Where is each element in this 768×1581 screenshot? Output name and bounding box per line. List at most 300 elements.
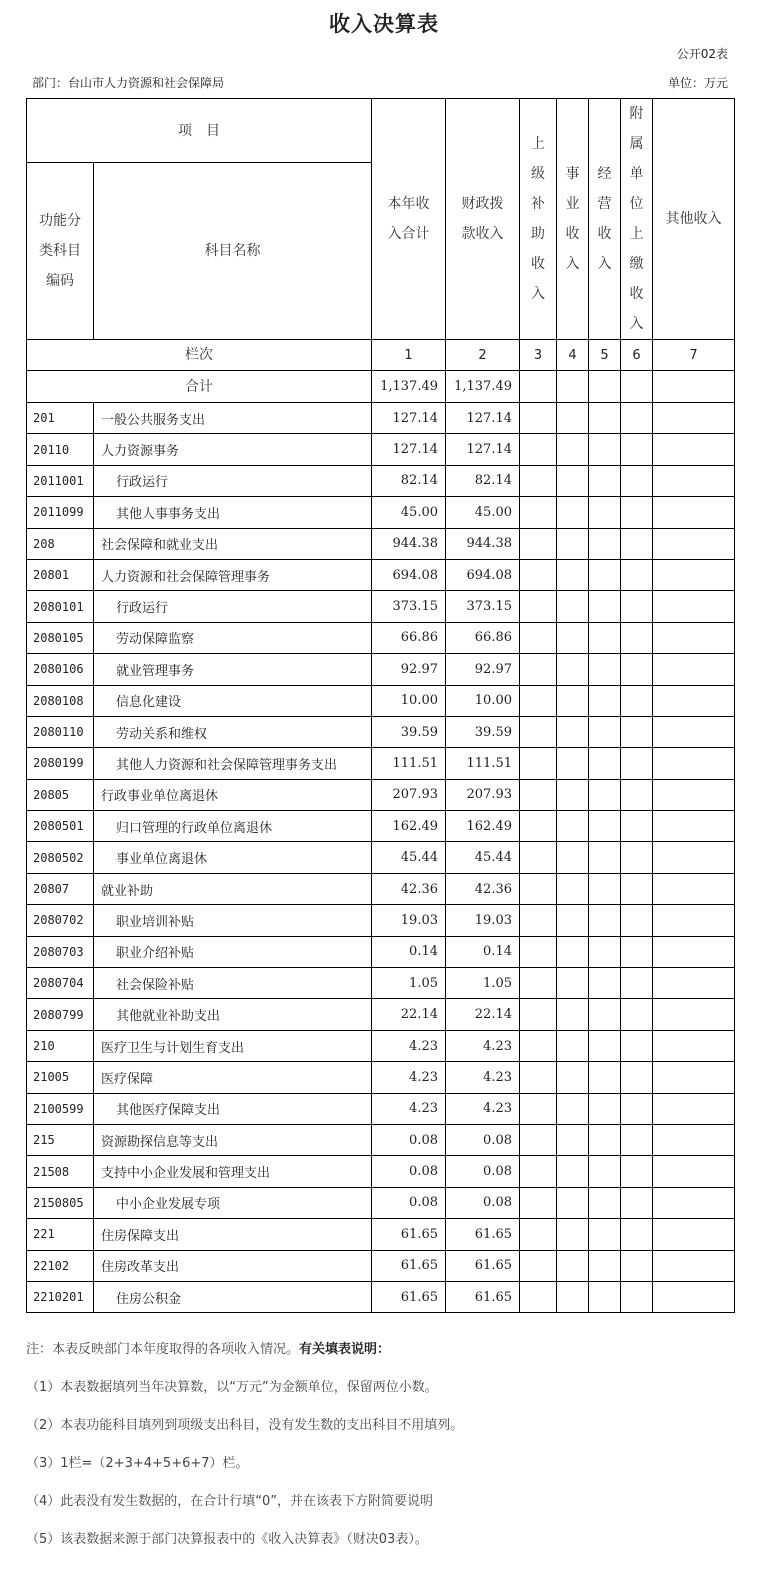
row-operation xyxy=(589,748,621,779)
row-affiliate xyxy=(621,1124,653,1155)
row-total: 0.08 xyxy=(372,1124,446,1155)
row-affiliate xyxy=(621,1030,653,1061)
row-business xyxy=(557,1250,589,1281)
row-total: 111.51 xyxy=(372,748,446,779)
table-row xyxy=(27,465,735,496)
row-code: 2011099 xyxy=(27,497,94,528)
row-business xyxy=(557,622,589,653)
row-total: 66.86 xyxy=(372,622,446,653)
row-total: 22.14 xyxy=(372,999,446,1030)
table-row xyxy=(27,1281,735,1312)
row-operation xyxy=(589,1093,621,1124)
unit-label: 单位：万元 xyxy=(667,76,728,90)
row-operation xyxy=(589,1187,621,1218)
row-business xyxy=(557,685,589,716)
row-operation xyxy=(589,434,621,465)
row-operation xyxy=(589,654,621,685)
header-name: 科目名称 xyxy=(94,163,372,340)
row-superior xyxy=(520,716,557,747)
row-fiscal: 4.23 xyxy=(446,1030,520,1061)
col-no-6: 6 xyxy=(621,340,653,371)
row-superior xyxy=(520,654,557,685)
row-superior xyxy=(520,1030,557,1061)
row-fiscal: 61.65 xyxy=(446,1281,520,1312)
row-total: 92.97 xyxy=(372,654,446,685)
row-fiscal: 19.03 xyxy=(446,905,520,936)
row-total: 45.00 xyxy=(372,497,446,528)
row-business xyxy=(557,1093,589,1124)
row-superior xyxy=(520,842,557,873)
table-row xyxy=(27,434,735,465)
row-business xyxy=(557,811,589,842)
row-total: 82.14 xyxy=(372,465,446,496)
col-no-3: 3 xyxy=(520,340,557,371)
row-business xyxy=(557,434,589,465)
row-total: 39.59 xyxy=(372,716,446,747)
row-affiliate xyxy=(621,748,653,779)
row-affiliate xyxy=(621,811,653,842)
col-no-5: 5 xyxy=(589,340,621,371)
col-no-4: 4 xyxy=(557,340,589,371)
row-business xyxy=(557,1187,589,1218)
page-title: 收入决算表 xyxy=(329,12,439,36)
row-name: 就业管理事务 xyxy=(94,654,372,685)
row-total: 45.44 xyxy=(372,842,446,873)
row-name: 支持中小企业发展和管理支出 xyxy=(94,1156,372,1187)
row-other xyxy=(653,1250,735,1281)
table-row xyxy=(27,748,735,779)
row-business xyxy=(557,999,589,1030)
row-affiliate xyxy=(621,842,653,873)
sum-label: 合计 xyxy=(27,371,372,403)
row-affiliate xyxy=(621,968,653,999)
col-no-2: 2 xyxy=(446,340,520,371)
table-row xyxy=(27,811,735,842)
row-name: 职业介绍补贴 xyxy=(94,936,372,967)
row-other xyxy=(653,497,735,528)
row-total: 0.08 xyxy=(372,1156,446,1187)
row-superior xyxy=(520,811,557,842)
row-superior xyxy=(520,528,557,559)
row-fiscal: 944.38 xyxy=(446,528,520,559)
row-affiliate xyxy=(621,434,653,465)
row-fiscal: 1.05 xyxy=(446,968,520,999)
row-total: 207.93 xyxy=(372,779,446,810)
row-code: 2080110 xyxy=(27,716,94,747)
row-fiscal: 4.23 xyxy=(446,1093,520,1124)
row-affiliate xyxy=(621,1156,653,1187)
row-superior xyxy=(520,1281,557,1312)
table-row xyxy=(27,1219,735,1250)
col-no-7: 7 xyxy=(653,340,735,371)
row-name: 医疗卫生与计划生育支出 xyxy=(94,1030,372,1061)
row-other xyxy=(653,1093,735,1124)
row-name: 其他人事事务支出 xyxy=(94,497,372,528)
row-code: 2210201 xyxy=(27,1281,94,1312)
row-business xyxy=(557,1062,589,1093)
header-code: 功能分 类科目 编码 xyxy=(27,163,94,340)
row-other xyxy=(653,654,735,685)
row-total: 4.23 xyxy=(372,1062,446,1093)
row-operation xyxy=(589,968,621,999)
row-fiscal: 127.14 xyxy=(446,434,520,465)
table-row xyxy=(27,1062,735,1093)
row-name: 就业补助 xyxy=(94,873,372,904)
row-affiliate xyxy=(621,1281,653,1312)
row-code: 2080702 xyxy=(27,905,94,936)
header-item: 项 目 xyxy=(27,99,372,163)
row-business xyxy=(557,968,589,999)
notes-section xyxy=(26,1338,746,1566)
table-row xyxy=(27,842,735,873)
row-superior xyxy=(520,968,557,999)
row-code: 2011001 xyxy=(27,465,94,496)
row-business xyxy=(557,559,589,590)
row-name: 劳动关系和维权 xyxy=(94,716,372,747)
row-affiliate xyxy=(621,403,653,434)
row-affiliate xyxy=(621,936,653,967)
column-number-label: 栏次 xyxy=(27,340,372,371)
row-name: 住房公积金 xyxy=(94,1281,372,1312)
note-5: （5）该表数据来源于部门决算报表中的《收入决算表》（财决03表）。 xyxy=(26,1532,428,1547)
row-affiliate xyxy=(621,1093,653,1124)
row-other xyxy=(653,779,735,810)
row-name: 行政运行 xyxy=(94,465,372,496)
row-other xyxy=(653,685,735,716)
row-name: 其他就业补助支出 xyxy=(94,999,372,1030)
row-name: 社会保障和就业支出 xyxy=(94,528,372,559)
row-affiliate xyxy=(621,622,653,653)
row-affiliate xyxy=(621,1250,653,1281)
row-fiscal: 162.49 xyxy=(446,811,520,842)
row-code: 2080199 xyxy=(27,748,94,779)
row-total: 162.49 xyxy=(372,811,446,842)
sum-fiscal: 1,137.49 xyxy=(446,371,520,403)
row-operation xyxy=(589,497,621,528)
row-superior xyxy=(520,1187,557,1218)
row-total: 61.65 xyxy=(372,1250,446,1281)
table-row xyxy=(27,591,735,622)
row-business xyxy=(557,1030,589,1061)
row-affiliate xyxy=(621,779,653,810)
row-total: 944.38 xyxy=(372,528,446,559)
row-other xyxy=(653,1156,735,1187)
row-other xyxy=(653,465,735,496)
table-row xyxy=(27,1124,735,1155)
row-operation xyxy=(589,936,621,967)
row-total: 0.14 xyxy=(372,936,446,967)
row-code: 2080501 xyxy=(27,811,94,842)
table-row xyxy=(27,999,735,1030)
row-name: 中小企业发展专项 xyxy=(94,1187,372,1218)
row-superior xyxy=(520,1219,557,1250)
note-intro: 注：本表反映部门本年度取得的各项收入情况。有关填表说明： xyxy=(26,1342,391,1357)
row-operation xyxy=(589,999,621,1030)
row-superior xyxy=(520,1124,557,1155)
header-fiscal: 财政拨 款收入 xyxy=(446,99,520,340)
row-superior xyxy=(520,434,557,465)
row-superior xyxy=(520,559,557,590)
row-affiliate xyxy=(621,716,653,747)
row-fiscal: 45.00 xyxy=(446,497,520,528)
row-name: 职业培训补贴 xyxy=(94,905,372,936)
row-business xyxy=(557,1156,589,1187)
row-other xyxy=(653,434,735,465)
table-row xyxy=(27,1030,735,1061)
row-total: 373.15 xyxy=(372,591,446,622)
row-superior xyxy=(520,905,557,936)
row-code: 22102 xyxy=(27,1250,94,1281)
row-name: 社会保险补贴 xyxy=(94,968,372,999)
table-row xyxy=(27,1093,735,1124)
row-superior xyxy=(520,497,557,528)
row-code: 21508 xyxy=(27,1156,94,1187)
income-table xyxy=(26,98,735,1313)
row-business xyxy=(557,842,589,873)
row-code: 215 xyxy=(27,1124,94,1155)
row-name: 人力资源和社会保障管理事务 xyxy=(94,559,372,590)
row-other xyxy=(653,905,735,936)
row-total: 1.05 xyxy=(372,968,446,999)
row-name: 资源勘探信息等支出 xyxy=(94,1124,372,1155)
row-affiliate xyxy=(621,465,653,496)
row-affiliate xyxy=(621,559,653,590)
row-business xyxy=(557,905,589,936)
row-fiscal: 22.14 xyxy=(446,999,520,1030)
row-fiscal: 39.59 xyxy=(446,716,520,747)
table-row xyxy=(27,968,735,999)
row-code: 2080108 xyxy=(27,685,94,716)
row-business xyxy=(557,748,589,779)
row-name: 一般公共服务支出 xyxy=(94,403,372,434)
row-code: 208 xyxy=(27,528,94,559)
table-row xyxy=(27,873,735,904)
table-row xyxy=(27,1250,735,1281)
row-other xyxy=(653,716,735,747)
row-name: 人力资源事务 xyxy=(94,434,372,465)
row-superior xyxy=(520,1062,557,1093)
row-fiscal: 127.14 xyxy=(446,403,520,434)
row-fiscal: 0.14 xyxy=(446,936,520,967)
row-fiscal: 0.08 xyxy=(446,1187,520,1218)
row-business xyxy=(557,497,589,528)
note-4: （4）此表没有发生数据的，在合计行填“0”，并在该表下方附简要说明 xyxy=(26,1494,434,1509)
row-superior xyxy=(520,1093,557,1124)
row-business xyxy=(557,528,589,559)
row-other xyxy=(653,873,735,904)
row-name: 行政事业单位离退休 xyxy=(94,779,372,810)
row-code: 2080106 xyxy=(27,654,94,685)
row-other xyxy=(653,559,735,590)
table-row xyxy=(27,654,735,685)
row-superior xyxy=(520,748,557,779)
table-row xyxy=(27,779,735,810)
row-total: 10.00 xyxy=(372,685,446,716)
row-operation xyxy=(589,685,621,716)
table-row xyxy=(27,1187,735,1218)
note-3: （3）1栏=（2+3+4+5+6+7）栏。 xyxy=(26,1456,249,1471)
table-row xyxy=(27,559,735,590)
row-affiliate xyxy=(621,999,653,1030)
row-name: 其他人力资源和社会保障管理事务支出 xyxy=(94,748,372,779)
row-business xyxy=(557,465,589,496)
row-other xyxy=(653,1281,735,1312)
row-business xyxy=(557,403,589,434)
row-fiscal: 45.44 xyxy=(446,842,520,873)
col-no-1: 1 xyxy=(372,340,446,371)
row-other xyxy=(653,528,735,559)
row-affiliate xyxy=(621,528,653,559)
row-operation xyxy=(589,842,621,873)
row-total: 42.36 xyxy=(372,873,446,904)
table-row xyxy=(27,936,735,967)
row-other xyxy=(653,1030,735,1061)
row-operation xyxy=(589,403,621,434)
row-other xyxy=(653,999,735,1030)
row-superior xyxy=(520,591,557,622)
row-affiliate xyxy=(621,1219,653,1250)
table-row xyxy=(27,528,735,559)
row-affiliate xyxy=(621,1062,653,1093)
row-total: 4.23 xyxy=(372,1093,446,1124)
row-code: 2080704 xyxy=(27,968,94,999)
row-superior xyxy=(520,1250,557,1281)
row-code: 210 xyxy=(27,1030,94,1061)
row-fiscal: 0.08 xyxy=(446,1124,520,1155)
row-total: 4.23 xyxy=(372,1030,446,1061)
table-row xyxy=(27,685,735,716)
row-superior xyxy=(520,403,557,434)
row-operation xyxy=(589,779,621,810)
header-operation: 经 营 收 入 xyxy=(589,99,621,340)
header-other: 其他收入 xyxy=(653,99,735,340)
header-affiliate: 附 属 单 位 上 缴 收 入 xyxy=(621,99,653,340)
row-fiscal: 694.08 xyxy=(446,559,520,590)
row-fiscal: 61.65 xyxy=(446,1250,520,1281)
row-fiscal: 66.86 xyxy=(446,622,520,653)
row-other xyxy=(653,403,735,434)
row-operation xyxy=(589,1250,621,1281)
row-affiliate xyxy=(621,497,653,528)
row-code: 221 xyxy=(27,1219,94,1250)
row-other xyxy=(653,936,735,967)
row-code: 2080502 xyxy=(27,842,94,873)
table-body xyxy=(27,403,735,1313)
row-affiliate xyxy=(621,1187,653,1218)
department-label: 部门：台山市人力资源和社会保障局 xyxy=(32,76,225,90)
row-business xyxy=(557,591,589,622)
row-code: 2080703 xyxy=(27,936,94,967)
row-name: 住房保障支出 xyxy=(94,1219,372,1250)
row-code: 2080105 xyxy=(27,622,94,653)
table-row xyxy=(27,403,735,434)
table-row xyxy=(27,1156,735,1187)
row-superior xyxy=(520,999,557,1030)
row-operation xyxy=(589,811,621,842)
row-business xyxy=(557,1124,589,1155)
row-affiliate xyxy=(621,685,653,716)
header-superior: 上 级 补 助 收 入 xyxy=(520,99,557,340)
row-affiliate xyxy=(621,905,653,936)
sum-total: 1,137.49 xyxy=(372,371,446,403)
row-affiliate xyxy=(621,591,653,622)
row-business xyxy=(557,936,589,967)
row-total: 0.08 xyxy=(372,1187,446,1218)
row-code: 201 xyxy=(27,403,94,434)
row-fiscal: 61.65 xyxy=(446,1219,520,1250)
row-name: 信息化建设 xyxy=(94,685,372,716)
row-code: 2080799 xyxy=(27,999,94,1030)
note-2: （2）本表功能科目填列到项级支出科目，没有发生数的支出科目不用填列。 xyxy=(26,1418,464,1433)
table-row xyxy=(27,716,735,747)
row-name: 归口管理的行政单位离退休 xyxy=(94,811,372,842)
row-code: 2150805 xyxy=(27,1187,94,1218)
row-other xyxy=(653,1219,735,1250)
row-fiscal: 0.08 xyxy=(446,1156,520,1187)
row-fiscal: 207.93 xyxy=(446,779,520,810)
row-affiliate xyxy=(621,654,653,685)
row-name: 行政运行 xyxy=(94,591,372,622)
row-superior xyxy=(520,873,557,904)
row-code: 2100599 xyxy=(27,1093,94,1124)
row-operation xyxy=(589,591,621,622)
row-code: 20110 xyxy=(27,434,94,465)
row-total: 61.65 xyxy=(372,1281,446,1312)
row-other xyxy=(653,968,735,999)
row-name: 劳动保障监察 xyxy=(94,622,372,653)
row-fiscal: 92.97 xyxy=(446,654,520,685)
row-superior xyxy=(520,936,557,967)
row-fiscal: 4.23 xyxy=(446,1062,520,1093)
row-other xyxy=(653,1124,735,1155)
row-operation xyxy=(589,873,621,904)
row-superior xyxy=(520,622,557,653)
row-operation xyxy=(589,528,621,559)
row-operation xyxy=(589,716,621,747)
header-total: 本年收 入合计 xyxy=(372,99,446,340)
row-code: 21005 xyxy=(27,1062,94,1093)
row-other xyxy=(653,842,735,873)
row-affiliate xyxy=(621,873,653,904)
row-business xyxy=(557,1281,589,1312)
note-1: （1）本表数据填列当年决算数，以“万元”为金额单位，保留两位小数。 xyxy=(26,1380,438,1395)
row-business xyxy=(557,716,589,747)
table-row xyxy=(27,622,735,653)
row-operation xyxy=(589,622,621,653)
table-row xyxy=(27,905,735,936)
row-operation xyxy=(589,1156,621,1187)
row-other xyxy=(653,622,735,653)
row-other xyxy=(653,811,735,842)
row-business xyxy=(557,873,589,904)
form-number: 公开02表 xyxy=(676,47,728,61)
row-total: 694.08 xyxy=(372,559,446,590)
row-name: 医疗保障 xyxy=(94,1062,372,1093)
row-operation xyxy=(589,1030,621,1061)
row-superior xyxy=(520,1156,557,1187)
row-operation xyxy=(589,465,621,496)
row-fiscal: 82.14 xyxy=(446,465,520,496)
row-operation xyxy=(589,1219,621,1250)
row-fiscal: 42.36 xyxy=(446,873,520,904)
row-operation xyxy=(589,905,621,936)
row-total: 127.14 xyxy=(372,434,446,465)
table-row xyxy=(27,497,735,528)
row-code: 20807 xyxy=(27,873,94,904)
row-total: 127.14 xyxy=(372,403,446,434)
row-code: 2080101 xyxy=(27,591,94,622)
row-total: 19.03 xyxy=(372,905,446,936)
